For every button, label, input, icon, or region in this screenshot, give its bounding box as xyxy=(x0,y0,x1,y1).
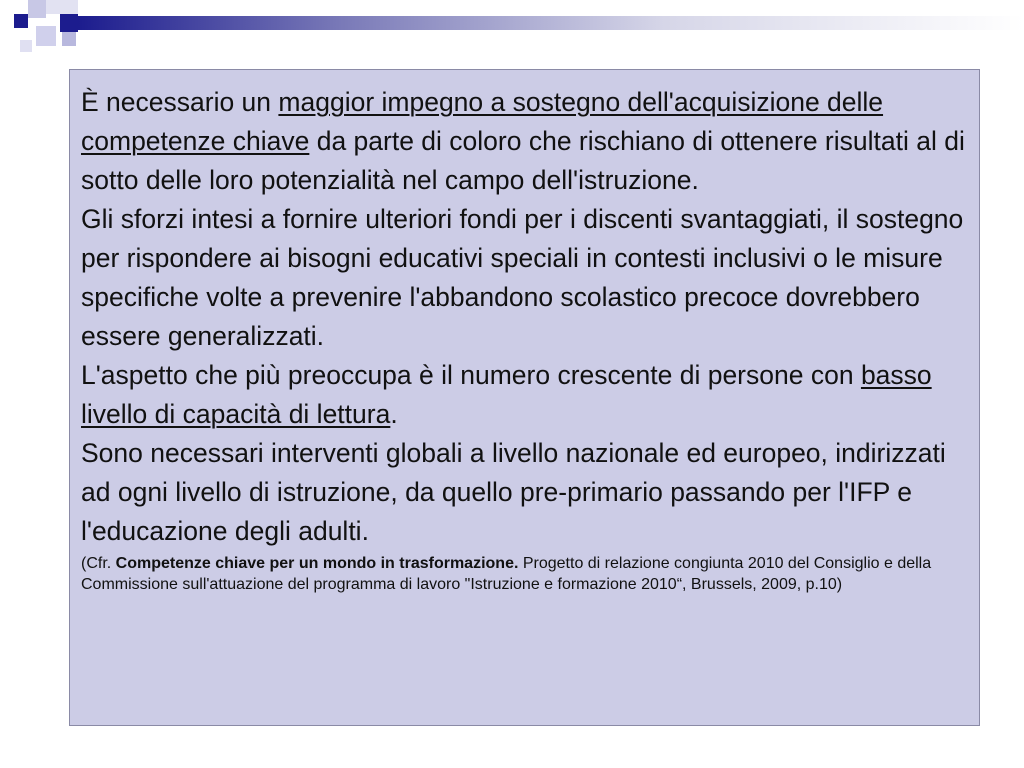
citation-prefix: (Cfr. xyxy=(81,555,116,572)
paragraph-3-text: L'aspetto che più preoccupa è il numero crescente di persone con xyxy=(81,360,861,390)
citation-title: Competenze chiave per un mondo in trasformazione. xyxy=(115,555,519,572)
paragraph-3 xyxy=(81,356,968,434)
header-gradient-bar xyxy=(78,16,1024,30)
decor-square xyxy=(28,0,46,18)
decor-square xyxy=(60,14,78,32)
decor-square xyxy=(62,32,76,46)
paragraph-1 xyxy=(81,83,968,200)
paragraph-2: Gli sforzi intesi a fornire ulteriori fondi per i discenti svantaggiati, il sostegno per rispondere ai bisogni educativi speciali in contesti inclusivi o le misure specifiche volte a prevenire l'abbandono scolastico precoce dovrebbero essere generalizzati. xyxy=(81,204,964,351)
paragraph-1-text: È necessario un xyxy=(81,87,279,117)
slide-text-box xyxy=(69,69,980,726)
literacy-link: basso livello di capacità di lettura xyxy=(81,360,932,429)
decor-square xyxy=(20,40,32,52)
paragraph-3-text-end: . xyxy=(390,399,398,429)
key-competences-link: maggior impegno a sostegno dell'acquisizione delle competenze chiave xyxy=(81,87,884,156)
decor-square xyxy=(36,26,56,46)
decor-square xyxy=(14,14,28,28)
decor-square xyxy=(46,0,78,14)
citation xyxy=(81,553,968,595)
paragraph-1-text-end: da parte di coloro che rischiano di ottenere risultati al di sotto delle loro potenzialità nel campo dell'istruzione. xyxy=(81,126,965,195)
paragraph-4: Sono necessari interventi globali a livello nazionale ed europeo, indirizzati ad ogni livello di istruzione, da quello pre-primario passando per l'IFP e l'educazione degli adulti. xyxy=(81,438,946,546)
citation-rest: Progetto di relazione congiunta 2010 del Consiglio e della Commissione sull'attuazione del programma di lavoro "Istruzione e formazione 2010“, Brussels, 2009, p.10) xyxy=(81,555,932,593)
